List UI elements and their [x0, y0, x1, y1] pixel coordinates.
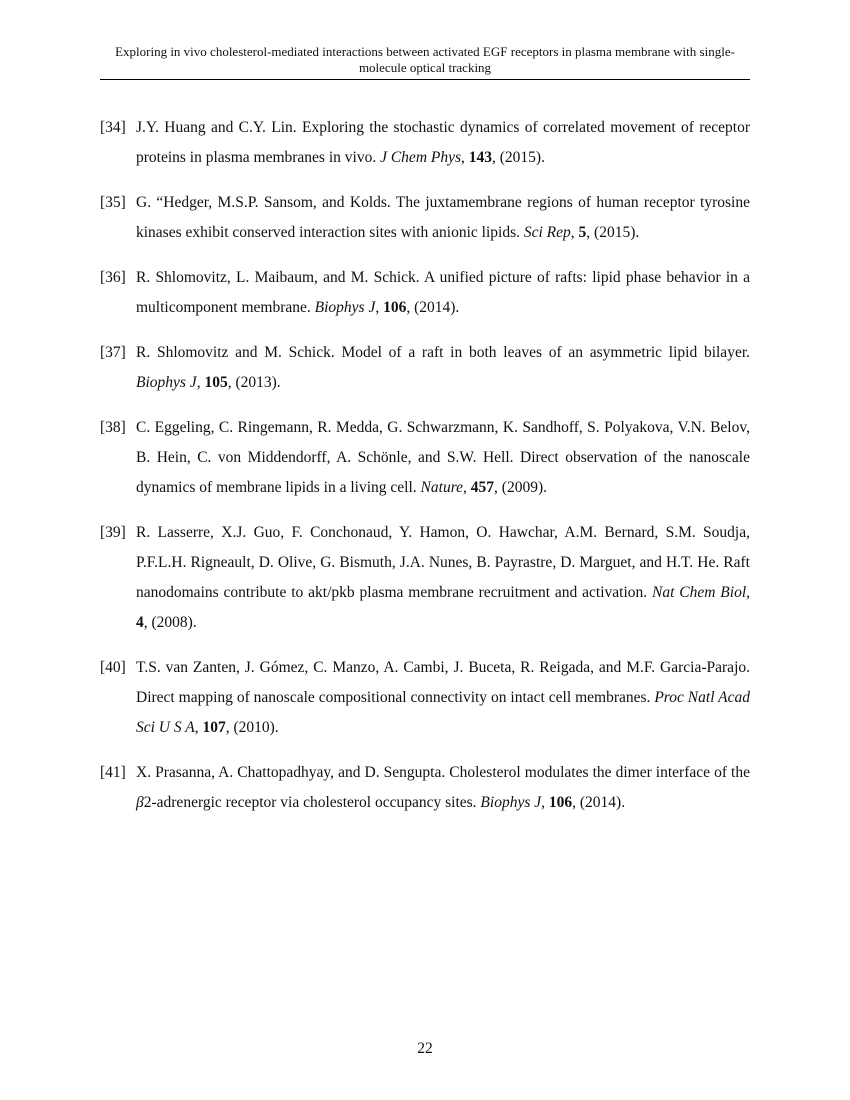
reference-text-segment: , [746, 584, 751, 601]
reference-text-segment: , [196, 374, 205, 391]
reference-item [100, 338, 750, 398]
reference-text-segment: J.Y. Huang and C.Y. Lin. Exploring the stochastic dynamics of correlated movement of receptor proteins in plasma membranes in vivo. [136, 119, 750, 166]
reference-text-segment: , [541, 794, 549, 811]
reference-italic-segment: Nat Chem Biol [652, 584, 747, 601]
reference-item [100, 413, 750, 503]
reference-bold-segment: 457 [470, 479, 495, 496]
reference-text-segment: , [194, 719, 203, 736]
reference-text-segment: , [463, 479, 471, 496]
reference-italic-segment: Biophys J [480, 794, 542, 811]
reference-text [136, 113, 750, 173]
reference-text-segment: , (2010). [225, 719, 279, 736]
reference-text-segment: 2-adrenergic receptor via cholesterol occupancy sites. [143, 794, 481, 811]
running-title: Exploring in vivo cholesterol-mediated interactions between activated EGF receptors in plasma membrane with single-molecule optical tracking [115, 44, 735, 75]
reference-italic-segment: Biophys J [136, 374, 197, 391]
reference-bold-segment: 106 [548, 794, 573, 811]
reference-text [136, 758, 750, 818]
running-header [100, 44, 750, 80]
reference-item [100, 518, 750, 638]
reference-text [136, 263, 750, 323]
reference-text [136, 653, 750, 743]
reference-bold-segment: 107 [202, 719, 226, 736]
reference-text-segment: R. Shlomovitz, L. Maibaum, and M. Schick. A unified picture of rafts: lipid phase behavior in a multicomponent membrane. [136, 269, 750, 316]
reference-text-segment: R. Lasserre, X.J. Guo, F. Conchonaud, Y. Hamon, O. Hawchar, A.M. Bernard, S.M. Soudja, P.F.L.H. Rigneault, D. Olive, G. Bismuth, J.A. Nunes, B. Payrastre, D. Marguet, and H.T. He. Raft nanodomains contribute to akt/pkb plasma membrane recruitment and activation. [136, 524, 750, 601]
reference-italic-segment: J Chem Phys [380, 149, 462, 166]
reference-bold-segment: 143 [468, 149, 493, 166]
reference-bold-segment: 4 [136, 614, 144, 631]
reference-text-segment: R. Shlomovitz and M. Schick. Model of a raft in both leaves of an asymmetric lipid bilayer. [136, 344, 750, 361]
reference-text [136, 413, 750, 503]
reference-list [100, 113, 750, 833]
reference-bold-segment: 106 [383, 299, 407, 316]
reference-number: [41] [100, 764, 126, 781]
reference-number: [38] [100, 419, 126, 436]
reference-item [100, 113, 750, 173]
reference-italic-segment: Proc Natl Acad Sci U S A [136, 689, 751, 736]
reference-text-segment: , (2013). [227, 374, 281, 391]
page-number: 22 [417, 1040, 433, 1057]
reference-italic-segment: β [136, 794, 144, 811]
reference-text-segment: , [570, 224, 579, 241]
reference-text-segment: , (2015). [492, 149, 545, 166]
reference-italic-segment: Sci Rep [523, 224, 571, 241]
reference-bold-segment: 105 [204, 374, 228, 391]
reference-text [136, 338, 750, 398]
reference-text-segment: , (2015). [586, 224, 640, 241]
reference-item [100, 263, 750, 323]
reference-text-segment: C. Eggeling, C. Ringemann, R. Medda, G. Schwarzmann, K. Sandhoff, S. Polyakova, V.N. Belov, B. Hein, C. von Middendorff, A. Schönle, and S.W. Hell. Direct observation of the nanoscale dynamics of membrane lipids in a living cell. [136, 419, 750, 496]
reference-number: [37] [100, 344, 126, 361]
reference-text-segment: , (2014). [572, 794, 626, 811]
reference-item [100, 758, 750, 818]
page-footer [0, 1040, 850, 1058]
reference-item [100, 188, 750, 248]
reference-text-segment: , [461, 149, 469, 166]
reference-text [136, 188, 750, 248]
reference-italic-segment: Biophys J [314, 299, 376, 316]
reference-text-segment: , (2008). [143, 614, 197, 631]
reference-item [100, 653, 750, 743]
reference-italic-segment: Nature [420, 479, 464, 496]
reference-number: [39] [100, 524, 126, 541]
reference-text-segment: , (2014). [406, 299, 460, 316]
reference-text [136, 518, 750, 638]
reference-text-segment: X. Prasanna, A. Chattopadhyay, and D. Sengupta. Cholesterol modulates the dimer interface of the [136, 764, 750, 781]
reference-number: [36] [100, 269, 126, 286]
reference-text-segment: G. “Hedger, M.S.P. Sansom, and Kolds. The juxtamembrane regions of human receptor tyrosine kinases exhibit conserved interaction sites with anionic lipids. [136, 194, 750, 241]
reference-number: [34] [100, 119, 126, 136]
reference-text-segment: T.S. van Zanten, J. Gómez, C. Manzo, A. Cambi, J. Buceta, R. Reigada, and M.F. Garcia-Parajo. Direct mapping of nanoscale compositional connectivity on intact cell membranes. [136, 659, 750, 706]
reference-bold-segment: 5 [578, 224, 587, 241]
reference-text-segment: , [375, 299, 384, 316]
reference-number: [40] [100, 659, 126, 676]
reference-number: [35] [100, 194, 126, 211]
reference-text-segment: , (2009). [494, 479, 547, 496]
